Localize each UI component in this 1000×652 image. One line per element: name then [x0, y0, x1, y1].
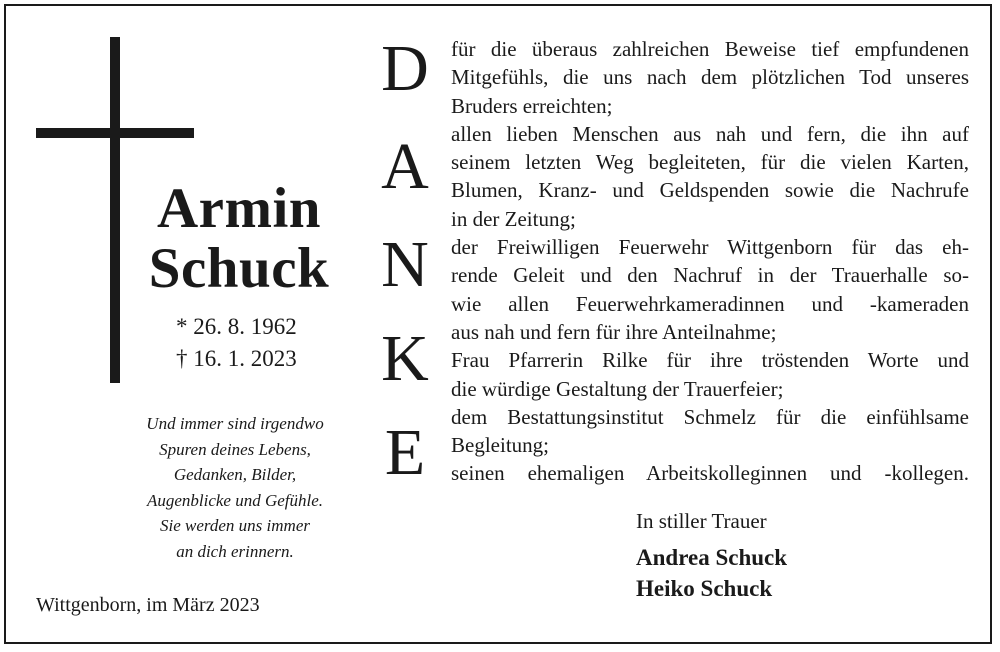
danke-letter: E: [384, 416, 426, 489]
danke-letter: A: [381, 130, 429, 203]
thanks-line: Begleitung;: [451, 433, 549, 458]
thanks-line: wie allen Feuerwehrkameradinnen und -kameraden: [451, 291, 969, 316]
thanks-line: die würdige Gestaltung der Trauerfeier;: [451, 376, 784, 401]
deceased-first-name: Armin: [157, 177, 321, 240]
danke-letter: D: [381, 32, 429, 105]
thanks-line: Frau Pfarrerin Rilke für ihre tröstenden Worte und: [451, 348, 969, 373]
cross-horizontal-bar: [36, 128, 194, 138]
thanks-line: Bruders erreichten;: [451, 93, 613, 118]
poem-line: an dich erinnern.: [176, 541, 294, 561]
death-date: † 16. 1. 2023: [176, 346, 297, 371]
place-and-date: Wittgenborn, im März 2023: [36, 594, 260, 616]
cross-vertical-bar: [110, 37, 120, 383]
thanks-line: aus nah und fern für ihre Anteilnahme;: [451, 319, 777, 344]
deceased-last-name: Schuck: [148, 237, 330, 300]
danke-letter: N: [381, 228, 429, 301]
thanks-line: für die überaus zahlreichen Beweise tief empfundenen: [451, 37, 969, 61]
thanks-line: rende Geleit und den Nachruf in der Trauerhalle so-: [451, 263, 969, 288]
thanks-line: seinem letzten Weg begleiteten, für die vielen Karten,: [451, 150, 969, 175]
birth-date: * 26. 8. 1962: [176, 314, 297, 339]
poem-line: Sie werden uns immer: [160, 516, 310, 536]
thanks-line: dem Bestattungsinstitut Schmelz für die einfühlsame: [451, 404, 969, 429]
signer-name: Heiko Schuck: [636, 576, 773, 601]
thanks-text: [451, 35, 969, 488]
memorial-poem: [110, 411, 360, 565]
thanks-line: Mitgefühls, die uns nach dem plötzlichen Tod unseres: [451, 65, 969, 90]
signature-intro: In stiller Trauer: [636, 509, 767, 533]
thanks-line: seinen ehemaligen Arbeitskolleginnen und -kollegen.: [451, 461, 969, 486]
thanks-line: in der Zeitung;: [451, 206, 576, 231]
poem-line: Und immer sind irgendwo: [146, 414, 324, 433]
thanks-line: der Freiwilligen Feuerwehr Wittgenborn für das eh-: [451, 235, 969, 260]
danke-letter: K: [381, 322, 429, 395]
thanks-line: allen lieben Menschen aus nah und fern, die ihn auf: [451, 121, 969, 146]
poem-line: Augenblicke und Gefühle.: [146, 490, 324, 510]
poem-line: Spuren deines Lebens,: [159, 439, 311, 459]
signer-name: Andrea Schuck: [636, 545, 788, 570]
poem-line: Gedanken, Bilder,: [173, 465, 297, 485]
thanks-line: Blumen, Kranz- und Geldspenden sowie die Nachrufe: [451, 178, 969, 203]
